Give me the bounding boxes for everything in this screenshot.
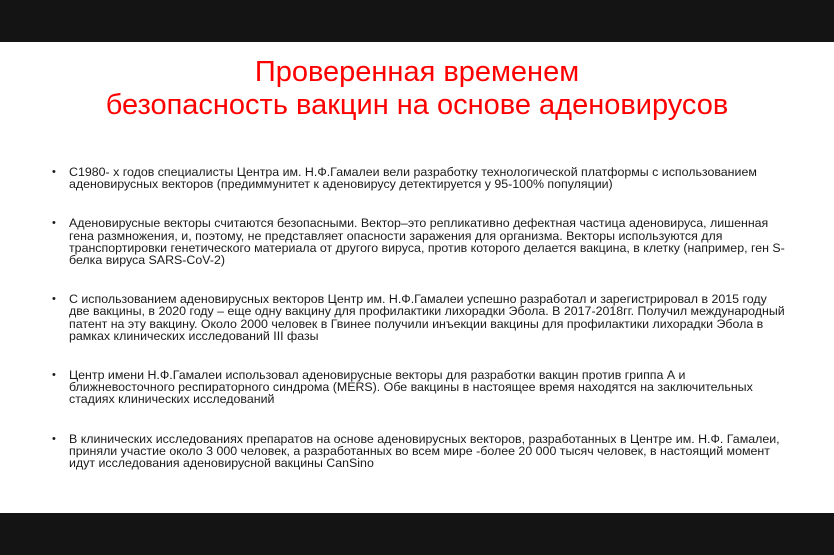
- slide-title: [0, 56, 834, 122]
- bullet-text: С1980- х годов специалисты Центра им. Н.Ф.Гамалеи вели разработку технологической платформы с использованием аденовирусных векторов (предиммунитет к аденовирусу детектируется у 95-100% популяции): [69, 165, 757, 192]
- bullet-item: [52, 293, 787, 342]
- bullet-dot-icon: •: [52, 166, 56, 178]
- bullet-list: [52, 166, 787, 469]
- letterbox-top: [0, 0, 834, 42]
- bullet-text: В клинических исследованиях препаратов на основе аденовирусных векторов, разработанных в Центре им. Н.Ф. Гамалеи, приняли участие около 3 000 человек, а разработанных во всем мире -более 20 000 тысяч человек, в настоящий момент идут исследования аденовирусной вакцины CanSino: [69, 431, 780, 471]
- bullet-text: Центр имени Н.Ф.Гамалеи использовал аденовирусные векторы для разработки вакцин против гриппа А и ближневосточного респираторного синдрома (MERS). Обе вакцины в настоящее время находятся на заключительных стадиях клинических исследований: [69, 368, 753, 407]
- presentation-slide: [0, 42, 834, 513]
- bullet-dot-icon: •: [52, 217, 56, 230]
- bullet-text: С использованием аденовирусных векторов Центр им. Н.Ф.Гамалеи успешно разработал и зарегистрировал в 2015 году две вакцины, в 2020 году – еще одну вакцину для профилактики лихорадки Эбола. В 2017-2018гг. Получил международный патент на эту вакцину. Около 2000 человек в Гвинее получили инъекции вакцины для профилактики лихорадки Эбола в рамках клинических исследований III фазы: [69, 292, 785, 343]
- bullet-dot-icon: •: [52, 369, 56, 382]
- bullet-item: [52, 166, 787, 190]
- bullet-text: Аденовирусные векторы считаются безопасными. Вектор–это репликативно дефектная частица аденовируса, лишенная гена размножения, и, поэтому, не представляет опасности заражения для организма. Векторы используются для транспортировки генетического материала от другого вируса, против которого делается вакцина, в клетку (например, ген S-белка вируса SARS-CoV-2): [69, 216, 785, 268]
- bullet-dot-icon: •: [52, 293, 56, 306]
- bullet-item: [52, 217, 787, 266]
- bullet-item: [52, 433, 787, 470]
- bullet-dot-icon: •: [52, 432, 56, 445]
- letterbox-bottom: [0, 513, 834, 555]
- slide-title-line-1: Проверенная временем: [254, 56, 580, 88]
- slide-title-line-2: безопасность вакцин на основе аденовирусов: [105, 89, 729, 121]
- bullet-item: [52, 369, 787, 406]
